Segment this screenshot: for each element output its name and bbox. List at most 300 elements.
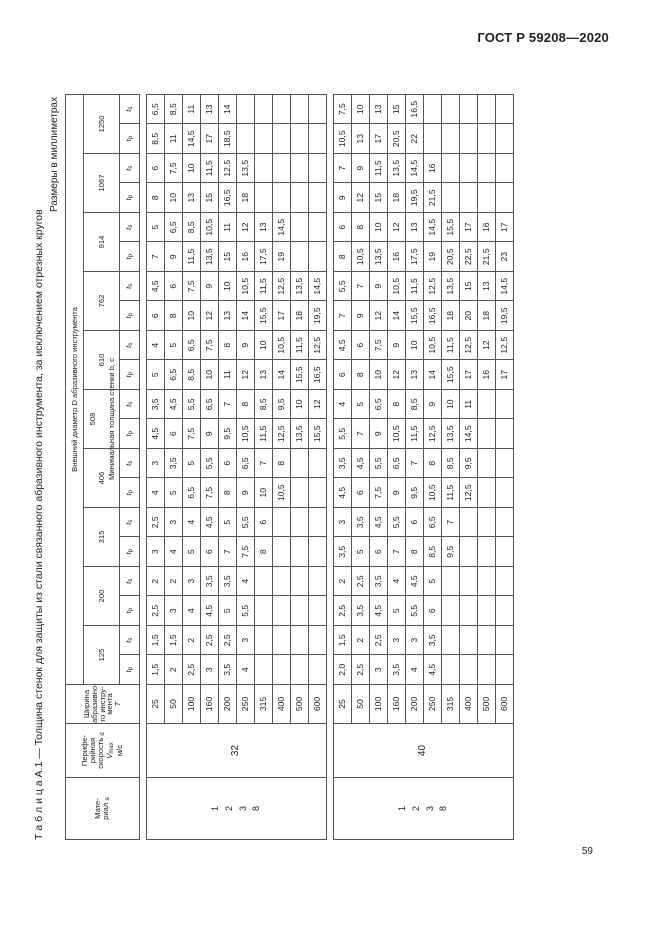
- thickness-cell: [460, 183, 478, 213]
- thickness-cell: 4: [388, 567, 406, 597]
- thickness-cell: 8: [147, 183, 165, 213]
- thickness-cell: 14,5: [273, 213, 291, 243]
- thickness-cell: 4,5: [201, 508, 219, 538]
- thickness-cell: [496, 449, 514, 479]
- material-number: 2: [223, 806, 234, 812]
- thickness-cell: [442, 626, 460, 656]
- thickness-cell: 5: [183, 449, 201, 479]
- thickness-cell: 7: [352, 272, 370, 302]
- thickness-cell: [496, 537, 514, 567]
- thickness-cell: 10: [370, 213, 388, 243]
- thickness-cell: 12: [388, 213, 406, 243]
- thickness-cell: [496, 596, 514, 626]
- sub-header-tp: tp: [120, 655, 140, 685]
- thickness-cell: [496, 419, 514, 449]
- thickness-cell: 17: [273, 301, 291, 331]
- thickness-cell: 7: [334, 154, 352, 184]
- thickness-cell: 3: [165, 596, 183, 626]
- thickness-cell: [496, 124, 514, 154]
- thickness-cell: [478, 449, 496, 479]
- thickness-cell: [273, 537, 291, 567]
- thickness-cell: 7,5: [237, 537, 255, 567]
- thickness-cell: [291, 94, 309, 124]
- thickness-cell: 6: [165, 272, 183, 302]
- thickness-cell: [273, 94, 291, 124]
- separator-cell: [140, 390, 147, 420]
- thickness-cell: 13,5: [237, 154, 255, 184]
- thickness-cell: 17: [496, 360, 514, 390]
- thickness-cell: 13: [370, 94, 388, 124]
- thickness-cell: 10,5: [388, 272, 406, 302]
- thickness-cell: 3: [165, 508, 183, 538]
- thickness-cell: 3,5: [219, 655, 237, 685]
- thickness-cell: 12,5: [424, 272, 442, 302]
- thickness-cell: 12: [388, 360, 406, 390]
- separator-cell: [140, 272, 147, 302]
- width-value: 400: [460, 685, 478, 724]
- thickness-cell: 12: [309, 390, 327, 420]
- thickness-cell: 13: [201, 94, 219, 124]
- material-number: 1: [209, 806, 220, 812]
- thickness-cell: 9,5: [219, 419, 237, 449]
- thickness-cell: 5: [147, 213, 165, 243]
- separator-cell: [327, 213, 334, 243]
- thickness-cell: 7: [255, 449, 273, 479]
- thickness-cell: 10,5: [273, 331, 291, 361]
- thickness-cell: 3: [388, 626, 406, 656]
- thickness-cell: 23: [496, 242, 514, 272]
- thickness-cell: 2: [165, 655, 183, 685]
- separator-cell: [327, 508, 334, 538]
- thickness-cell: 6: [334, 360, 352, 390]
- thickness-cell: 10,5: [352, 242, 370, 272]
- thickness-cell: 1,5: [147, 626, 165, 656]
- thickness-cell: 8: [352, 360, 370, 390]
- separator-cell: [327, 724, 334, 778]
- material-number: 1: [396, 806, 407, 812]
- thickness-cell: 16,5: [406, 94, 424, 124]
- thickness-cell: [291, 626, 309, 656]
- thickness-cell: 16: [478, 360, 496, 390]
- thickness-cell: [460, 124, 478, 154]
- thickness-cell: 6: [424, 596, 442, 626]
- thickness-cell: 16: [424, 154, 442, 184]
- thickness-cell: 8,5: [165, 94, 183, 124]
- thickness-cell: 5: [183, 537, 201, 567]
- thickness-cell: 7,5: [201, 331, 219, 361]
- thickness-cell: [309, 213, 327, 243]
- thickness-cell: 4,5: [370, 596, 388, 626]
- thickness-cell: 9: [424, 390, 442, 420]
- thickness-cell: [237, 124, 255, 154]
- thickness-cell: 2: [334, 567, 352, 597]
- thickness-cell: 20,5: [388, 124, 406, 154]
- thickness-cell: [309, 242, 327, 272]
- thickness-cell: [442, 596, 460, 626]
- thickness-cell: 11,5: [291, 331, 309, 361]
- thickness-cell: 19: [273, 242, 291, 272]
- separator-cell: [140, 154, 147, 184]
- thickness-cell: [478, 124, 496, 154]
- sub-header-ts: ts: [120, 449, 140, 479]
- thickness-cell: 15: [460, 272, 478, 302]
- thickness-cell: 4,5: [334, 331, 352, 361]
- thickness-cell: 6,5: [424, 508, 442, 538]
- thickness-cell: 8: [237, 390, 255, 420]
- thickness-cell: 5: [352, 390, 370, 420]
- thickness-cell: 9: [388, 478, 406, 508]
- thickness-cell: 6: [201, 537, 219, 567]
- thickness-cell: [442, 655, 460, 685]
- material-number: 8: [438, 806, 449, 812]
- thickness-cell: 7: [442, 508, 460, 538]
- thickness-cell: 7: [219, 537, 237, 567]
- thickness-cell: 3,5: [388, 655, 406, 685]
- thickness-cell: [496, 390, 514, 420]
- sub-header-ts: ts: [120, 94, 140, 124]
- thickness-cell: 7,5: [183, 419, 201, 449]
- thickness-cell: 3: [201, 655, 219, 685]
- thickness-cell: 11,5: [442, 478, 460, 508]
- thickness-cell: 10,5: [388, 419, 406, 449]
- sub-header-ts: ts: [120, 626, 140, 656]
- thickness-cell: 4,5: [334, 478, 352, 508]
- thickness-cell: [255, 124, 273, 154]
- thickness-cell: 17,5: [255, 242, 273, 272]
- material-number: 3: [424, 806, 435, 812]
- thickness-cell: 14,5: [406, 154, 424, 184]
- sub-header-tp: tp: [120, 478, 140, 508]
- thickness-cell: 2,5: [147, 596, 165, 626]
- thickness-cell: [255, 183, 273, 213]
- thickness-cell: [478, 508, 496, 538]
- thickness-cell: [478, 596, 496, 626]
- thickness-cell: 5,5: [370, 449, 388, 479]
- thickness-cell: 1,5: [334, 626, 352, 656]
- thickness-cell: 11: [183, 94, 201, 124]
- separator-cell: [327, 331, 334, 361]
- thickness-cell: 4: [147, 478, 165, 508]
- thickness-cell: 13,5: [388, 154, 406, 184]
- thickness-cell: 15,5: [309, 419, 327, 449]
- thickness-cell: 3,5: [219, 567, 237, 597]
- separator-cell: [327, 567, 334, 597]
- width-value: 500: [291, 685, 309, 724]
- thickness-cell: [291, 478, 309, 508]
- thickness-cell: [442, 567, 460, 597]
- thickness-cell: 21,5: [478, 242, 496, 272]
- thickness-cell: [255, 154, 273, 184]
- thickness-cell: 3: [147, 449, 165, 479]
- sub-header-ts: ts: [120, 154, 140, 184]
- width-value: 160: [201, 685, 219, 724]
- thickness-cell: [291, 508, 309, 538]
- material-number: 3: [237, 806, 248, 812]
- separator-cell: [327, 242, 334, 272]
- thickness-cell: 8,5: [424, 537, 442, 567]
- thickness-cell: [291, 213, 309, 243]
- thickness-cell: 5: [352, 537, 370, 567]
- thickness-cell: [309, 567, 327, 597]
- thickness-cell: 6,5: [183, 478, 201, 508]
- separator-cell: [327, 655, 334, 685]
- thickness-cell: [460, 655, 478, 685]
- separator-cell: [327, 626, 334, 656]
- thickness-cell: 9,5: [460, 449, 478, 479]
- thickness-cell: 11,5: [406, 419, 424, 449]
- thickness-cell: 11,5: [255, 272, 273, 302]
- thickness-cell: 13,5: [201, 242, 219, 272]
- separator-cell: [327, 449, 334, 479]
- thickness-cell: 3: [147, 537, 165, 567]
- width-value: 100: [183, 685, 201, 724]
- thickness-cell: 6: [165, 419, 183, 449]
- thickness-cell: [460, 596, 478, 626]
- thickness-cell: 2: [165, 567, 183, 597]
- thickness-cell: 6,5: [201, 390, 219, 420]
- thickness-cell: 6: [255, 508, 273, 538]
- thickness-cell: 5,5: [201, 449, 219, 479]
- thickness-cell: 3,5: [334, 449, 352, 479]
- thickness-cell: 11,5: [406, 272, 424, 302]
- width-value: 100: [370, 685, 388, 724]
- thickness-cell: 8: [255, 537, 273, 567]
- width-value: 315: [442, 685, 460, 724]
- thickness-cell: 10: [201, 360, 219, 390]
- thickness-cell: [460, 154, 478, 184]
- thickness-cell: 6: [406, 508, 424, 538]
- thickness-cell: [460, 626, 478, 656]
- thickness-cell: 16,5: [219, 183, 237, 213]
- thickness-cell: 12: [237, 213, 255, 243]
- separator-cell: [140, 301, 147, 331]
- thickness-cell: 1,5: [165, 626, 183, 656]
- thickness-cell: 6: [219, 449, 237, 479]
- thickness-cell: 11,5: [183, 242, 201, 272]
- thickness-cell: 12: [478, 331, 496, 361]
- thickness-cell: 3: [406, 626, 424, 656]
- thickness-cell: 19: [424, 242, 442, 272]
- thickness-cell: 13: [255, 360, 273, 390]
- thickness-cell: 3,5: [334, 537, 352, 567]
- thickness-cell: 7,5: [183, 272, 201, 302]
- thickness-cell: 13: [406, 213, 424, 243]
- thickness-cell: 9: [370, 419, 388, 449]
- thickness-cell: [291, 655, 309, 685]
- separator-cell: [140, 567, 147, 597]
- thickness-cell: [291, 596, 309, 626]
- thickness-cell: 13,5: [291, 272, 309, 302]
- thickness-cell: 13,5: [370, 242, 388, 272]
- thickness-cell: 15,5: [406, 301, 424, 331]
- thickness-cell: 8: [219, 478, 237, 508]
- thickness-cell: 5,5: [388, 508, 406, 538]
- thickness-cell: 15: [370, 183, 388, 213]
- thickness-cell: 12: [370, 301, 388, 331]
- thickness-cell: [424, 94, 442, 124]
- thickness-cell: [291, 567, 309, 597]
- thickness-cell: [255, 626, 273, 656]
- sub-header-tp: tp: [120, 419, 140, 449]
- thickness-cell: 10: [183, 154, 201, 184]
- thickness-cell: [273, 626, 291, 656]
- thickness-cell: [309, 449, 327, 479]
- thickness-cell: [291, 124, 309, 154]
- thickness-cell: 6,5: [388, 449, 406, 479]
- thickness-cell: 4: [334, 390, 352, 420]
- thickness-cell: 18: [237, 183, 255, 213]
- thickness-cell: 17: [496, 213, 514, 243]
- separator-cell: [327, 301, 334, 331]
- separator-cell: [327, 478, 334, 508]
- sub-header-ts: ts: [120, 508, 140, 538]
- thickness-cell: 15: [388, 94, 406, 124]
- thickness-cell: 2,5: [352, 567, 370, 597]
- thickness-cell: 10: [370, 360, 388, 390]
- thickness-cell: 17: [370, 124, 388, 154]
- thickness-cell: 15: [201, 183, 219, 213]
- thickness-cell: [478, 655, 496, 685]
- sub-header-ts: ts: [120, 272, 140, 302]
- thickness-cell: 7: [388, 537, 406, 567]
- width-value: 600: [309, 685, 327, 724]
- thickness-cell: [291, 183, 309, 213]
- thickness-cell: 9: [237, 331, 255, 361]
- thickness-cell: 8: [424, 449, 442, 479]
- thickness-cell: 6,5: [147, 94, 165, 124]
- thickness-cell: 8: [334, 242, 352, 272]
- thickness-cell: 11: [219, 213, 237, 243]
- speed-value: 40: [334, 724, 514, 778]
- thickness-cell: [496, 94, 514, 124]
- thickness-cell: 4: [165, 537, 183, 567]
- separator-cell: [327, 419, 334, 449]
- thickness-cell: 11,5: [201, 154, 219, 184]
- speed-header: Перифе- рийная скорость d Vmax м/с: [66, 724, 140, 778]
- thickness-cell: [291, 154, 309, 184]
- thickness-cell: 6: [147, 154, 165, 184]
- width-value: 200: [406, 685, 424, 724]
- width-value: 25: [334, 685, 352, 724]
- thickness-cell: 18,5: [219, 124, 237, 154]
- speed-value: 32: [147, 724, 327, 778]
- thickness-cell: [460, 567, 478, 597]
- sub-header-tp: tp: [120, 124, 140, 154]
- thickness-cell: [478, 626, 496, 656]
- separator-cell: [327, 272, 334, 302]
- thickness-cell: 8,5: [406, 390, 424, 420]
- thickness-cell: 2,5: [334, 596, 352, 626]
- thickness-cell: 8: [388, 390, 406, 420]
- thickness-cell: 6,5: [165, 360, 183, 390]
- separator-cell: [140, 449, 147, 479]
- thickness-cell: 18: [388, 183, 406, 213]
- material-header: Мате- риал a: [66, 778, 140, 840]
- width-value: 600: [496, 685, 514, 724]
- thickness-cell: 17: [460, 213, 478, 243]
- thickness-cell: 10,5: [237, 419, 255, 449]
- thickness-cell: 11: [165, 124, 183, 154]
- separator-cell: [327, 778, 334, 840]
- thickness-cell: [255, 655, 273, 685]
- thickness-cell: 10: [255, 478, 273, 508]
- thickness-cell: 12: [237, 360, 255, 390]
- thickness-cell: 5: [219, 596, 237, 626]
- thickness-cell: 9: [370, 272, 388, 302]
- thickness-cell: [496, 655, 514, 685]
- thickness-cell: [478, 419, 496, 449]
- thickness-cell: 12,5: [424, 419, 442, 449]
- thickness-cell: 8,5: [442, 449, 460, 479]
- thickness-cell: 9: [201, 419, 219, 449]
- thickness-cell: [496, 478, 514, 508]
- thickness-cell: 10,5: [334, 124, 352, 154]
- thickness-cell: [309, 154, 327, 184]
- thickness-cell: 14: [237, 301, 255, 331]
- material-number: 8: [251, 806, 262, 812]
- rotated-table-area: [33, 95, 553, 840]
- thickness-cell: 3,5: [352, 508, 370, 538]
- material-list: [334, 778, 514, 840]
- table-row: [147, 94, 165, 839]
- group-separator: [140, 94, 147, 839]
- thickness-cell: [478, 94, 496, 124]
- width-header: Ширина абразивно- го инстру- мента T: [66, 685, 140, 724]
- width-value: 250: [237, 685, 255, 724]
- thickness-cell: [273, 655, 291, 685]
- thickness-cell: 14,5: [424, 213, 442, 243]
- thickness-cell: 3: [237, 626, 255, 656]
- thickness-cell: 15,5: [442, 213, 460, 243]
- thickness-cell: 2: [147, 567, 165, 597]
- thickness-cell: 6,5: [370, 390, 388, 420]
- thickness-cell: [309, 596, 327, 626]
- separator-cell: [327, 537, 334, 567]
- material-number: 2: [410, 806, 421, 812]
- thickness-cell: [442, 94, 460, 124]
- thickness-cell: 10: [291, 390, 309, 420]
- thickness-cell: 6: [147, 301, 165, 331]
- thickness-cell: 3,5: [352, 596, 370, 626]
- thickness-cell: 5: [147, 360, 165, 390]
- thickness-cell: 20,5: [442, 242, 460, 272]
- thickness-cell: 4: [237, 655, 255, 685]
- thickness-cell: 21,5: [424, 183, 442, 213]
- thickness-cell: 8: [165, 301, 183, 331]
- table-caption: Т а б л и ц а А.1 — Толщина стенок для защиты из стали связанного абразивного инструмента, за исключением отрезных кругов: [33, 209, 45, 840]
- thickness-cell: 5,5: [334, 419, 352, 449]
- thickness-cell: 8,5: [183, 360, 201, 390]
- diameter-header: 125: [84, 626, 120, 685]
- thickness-cell: 19,5: [496, 301, 514, 331]
- diameter-header: 762: [84, 272, 120, 331]
- thickness-cell: [273, 596, 291, 626]
- thickness-cell: 2: [183, 626, 201, 656]
- thickness-cell: 4,5: [147, 272, 165, 302]
- width-value: 400: [273, 685, 291, 724]
- thickness-cell: 9,5: [273, 390, 291, 420]
- thickness-cell: 3,5: [201, 567, 219, 597]
- thickness-cell: 12,5: [309, 331, 327, 361]
- sub-header-ts: ts: [120, 390, 140, 420]
- thickness-cell: 3,5: [424, 626, 442, 656]
- thickness-cell: 5: [219, 508, 237, 538]
- thickness-cell: 16,5: [309, 360, 327, 390]
- thickness-cell: 8,5: [183, 213, 201, 243]
- separator-cell: [140, 537, 147, 567]
- diameter-header: 1250: [84, 94, 120, 153]
- thickness-cell: 10,5: [201, 213, 219, 243]
